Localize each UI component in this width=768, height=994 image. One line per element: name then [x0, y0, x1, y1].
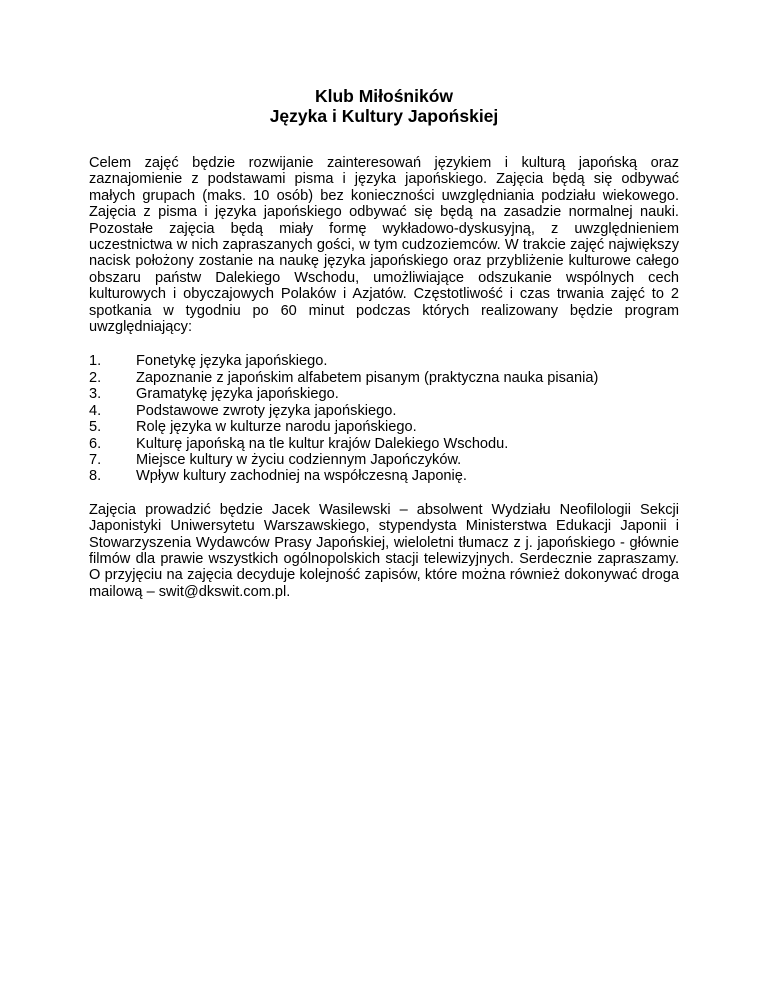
document-title: [89, 86, 679, 126]
list-item: [89, 468, 679, 484]
list-item: [89, 452, 679, 468]
list-item-text: Podstawowe zwroty języka japońskiego.: [136, 402, 397, 419]
list-item: [89, 386, 679, 402]
list-item-text: Wpływ kultury zachodniej na współczesną Japonię.: [136, 468, 467, 485]
list-item-text: Zapoznanie z japońskim alfabetem pisanym (praktyczna nauka pisania): [136, 369, 599, 386]
list-item-text: Rolę języka w kulturze narodu japońskiego.: [136, 419, 417, 436]
list-item: [89, 370, 679, 386]
list-item-text: Kulturę japońską na tle kultur krajów Dalekiego Wschodu.: [136, 435, 509, 452]
title-line-2: Języka i Kultury Japońskiej: [269, 106, 499, 126]
closing-paragraph: Zajęcia prowadzić będzie Jacek Wasilewski – absolwent Wydziału Neofilologii Sekcji Japonistyki Uniwersytetu Warszawskiego, stypendysta Ministerstwa Edukacji Japonii i Stowarzyszenia Wydawców Prasy Japońskiej, wieloletni tłumacz z j. japońskiego - głównie filmów dla prawie wszystkich ogólnopolskich stacji telewizyjnych. Serdecznie zapraszamy. O przyjęciu na zajęcia decyduje kolejność zapisów, które można również dokonywać droga mailową – swit@dkswit.com.pl.: [89, 501, 679, 600]
list-item-text: Gramatykę języka japońskiego.: [136, 386, 339, 403]
list-item: [89, 353, 679, 369]
list-item-number: 6.: [89, 435, 102, 452]
document-page: [89, 86, 679, 600]
list-item-number: 2.: [89, 369, 102, 386]
list-item: [89, 419, 679, 435]
list-item-number: 1.: [89, 353, 102, 370]
list-item-number: 3.: [89, 386, 102, 403]
list-item-number: 4.: [89, 402, 102, 419]
list-item-number: 8.: [89, 468, 102, 485]
list-item: [89, 403, 679, 419]
intro-paragraph: Celem zajęć będzie rozwijanie zainteresowań językiem i kulturą japońską oraz zaznajomienie z podstawami pisma i języka japońskiego. Zajęcia będą się odbywać małych grupach (maks. 10 osób) bez konieczności uwzględniania podziału wiekowego. Zajęcia z pisma i języka japońskiego odbywać się będą na zasadzie normalnej nauki. Pozostałe zajęcia będą miały formę wykładowo-dyskusyjną, z uwzględnieniem uczestnictwa w nich zapraszanych gości, w tym cudzoziemców. W trakcie zajęć największy nacisk położony zostanie na naukę języka japońskiego oraz przybliżenie kulturowe całego obszaru państw Dalekiego Wschodu, umożliwiające odszukanie wspólnych cech kulturowych i obyczajowych Polaków i Azjatów. Częstotliwość i czas trwania zajęć to 2 spotkania w tygodniu po 60 minut podczas których realizowany będzie program uwzględniający:: [89, 155, 679, 336]
program-list: [89, 353, 679, 484]
title-line-1: Klub Miłośników: [314, 86, 454, 106]
list-item: [89, 436, 679, 452]
list-item-text: Fonetykę języka japońskiego.: [136, 353, 328, 370]
list-item-number: 7.: [89, 451, 102, 468]
list-item-number: 5.: [89, 419, 102, 436]
list-item-text: Miejsce kultury w życiu codziennym Japończyków.: [136, 451, 462, 468]
